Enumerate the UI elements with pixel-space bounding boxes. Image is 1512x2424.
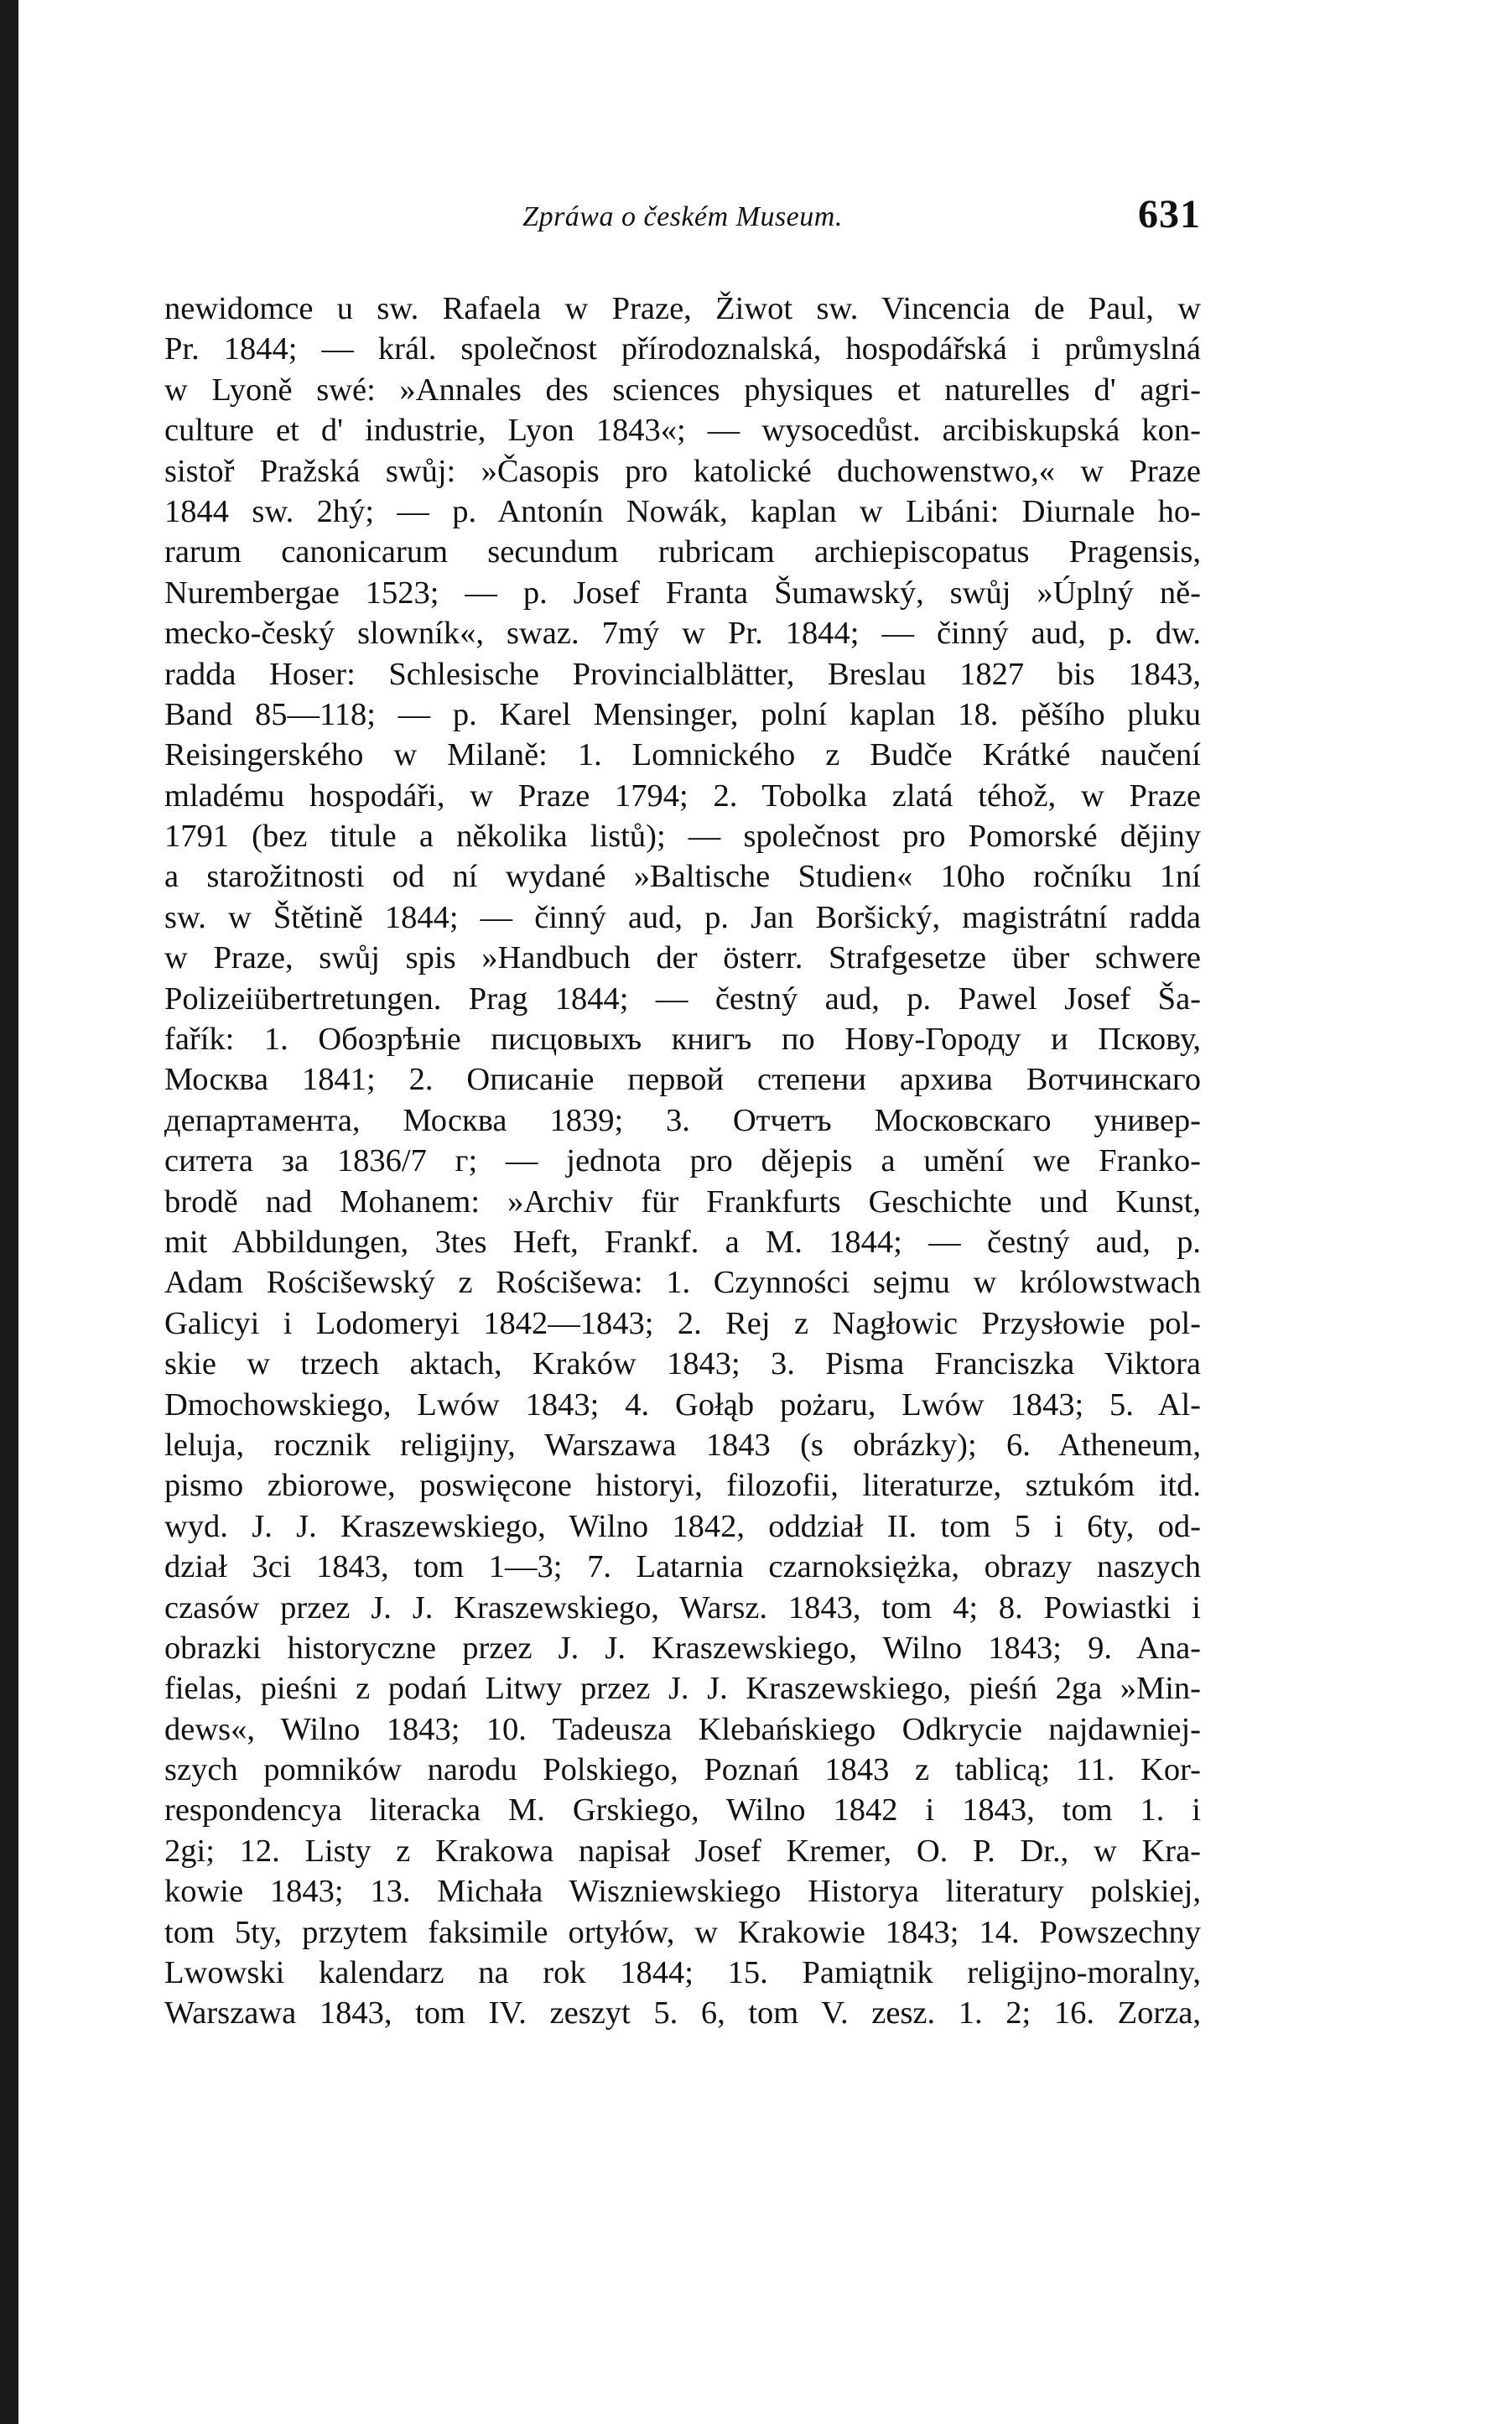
text-line: tom 5ty, przytem faksimile ortyłów, w Krakowie 1843; 14. Powszechny [164, 1914, 1201, 1950]
text-line: obrazki historyczne przez J. J. Kraszewskiego, Wilno 1843; 9. Ana- [164, 1630, 1201, 1666]
text-line: Galicyi i Lodomeryi 1842—1843; 2. Rej z Nagłowic Przysłowie pol- [164, 1305, 1201, 1341]
text-line: Dmochowskiego, Lwów 1843; 4. Gołąb pożaru, Lwów 1843; 5. Al- [164, 1386, 1201, 1423]
text-line: sw. w Štětině 1844; — činný aud, p. Jan Boršický, magistrátní radda [164, 899, 1201, 935]
body-text [164, 289, 1201, 2034]
text-line: czasów przez J. J. Kraszewskiego, Warsz. 1843, tom 4; 8. Powiastki i [164, 1589, 1201, 1626]
text-line: 1844 sw. 2hý; — p. Antonín Nowák, kaplan w Libáni: Diurnale ho- [164, 493, 1201, 529]
text-line: radda Hoser: Schlesische Provincialblätter, Breslau 1827 bis 1843, [164, 656, 1201, 692]
scan-top-margin [18, 0, 1512, 12]
text-line: a starožitnosti od ní wydané »Baltische Studien« 10ho ročníku 1ní [164, 859, 1201, 895]
text-line: fařík: 1. Обозрѣніе писцовыхъ книгъ по Нову-Городу и Пскову, [164, 1022, 1201, 1058]
running-head [164, 191, 1201, 250]
text-line: Nurembergae 1523; — p. Josef Franta Šumawský, swůj »Úplný ně- [164, 575, 1201, 611]
scan-page-edge [0, 0, 18, 2424]
document-page [164, 191, 1201, 2034]
text-line: Lwowski kalendarz na rok 1844; 15. Pamiątnik religijno-moralny, [164, 1955, 1201, 1991]
text-line: Band 85—118; — p. Karel Mensinger, polní kaplan 18. pěšího pluku [164, 696, 1201, 732]
text-line: 1791 (bez titule a několika listů); — společnost pro Pomorské dějiny [164, 819, 1201, 855]
text-line: mladému hospodáři, w Praze 1794; 2. Tobolka zlatá téhož, w Praze [164, 778, 1201, 814]
text-line: mecko-český slowník«, swaz. 7mý w Pr. 1844; — činný aud, p. dw. [164, 616, 1201, 652]
text-line: dews«, Wilno 1843; 10. Tadeusza Klebańskiego Odkrycie najdawniej- [164, 1711, 1201, 1747]
text-line: Adam Rościšewský z Rościšewa: 1. Czynności sejmu w królowstwach [164, 1265, 1201, 1301]
text-line: szych pomników narodu Polskiego, Poznań 1843 z tablicą; 11. Kor- [164, 1752, 1201, 1788]
text-line: департамента, Москва 1839; 3. Отчетъ Московскаго универ- [164, 1102, 1201, 1138]
text-line: leluja, rocznik religijny, Warszawa 1843 (s obrázky); 6. Atheneum, [164, 1427, 1201, 1463]
text-line: mit Abbildungen, 3tes Heft, Frankf. a M. 1844; — čestný aud, p. [164, 1224, 1201, 1260]
text-line: rarum canonicarum secundum rubricam archiepiscopatus Pragensis, [164, 534, 1201, 570]
running-title: Zpráwa o českém Museum. [522, 201, 843, 232]
text-line: newidomce u sw. Rafaela w Praze, Žiwot sw. Vincencia de Paul, w [164, 291, 1201, 326]
page-number: 631 [1138, 192, 1201, 237]
text-line: w Praze, swůj spis »Handbuch der österr. Strafgesetze über schwere [164, 940, 1201, 976]
text-line: Москва 1841; 2. Описаніе первой степени архива Вотчинскаго [164, 1062, 1201, 1098]
text-line: dział 3ci 1843, tom 1—3; 7. Latarnia czarnoksiężka, obrazy naszych [164, 1549, 1201, 1585]
text-line: sistoř Pražská swůj: »Časopis pro katolické duchowenstwo,« w Praze [164, 453, 1201, 489]
text-line: fielas, pieśni z podań Litwy przez J. J. Kraszewskiego, pieśń 2ga »Min- [164, 1671, 1201, 1707]
text-line: Polizeiübertretungen. Prag 1844; — čestný aud, p. Pawel Josef Ša- [164, 981, 1201, 1017]
text-line: brodě nad Mohanem: »Archiv für Frankfurts Geschichte und Kunst, [164, 1183, 1201, 1220]
text-line: skie w trzech aktach, Kraków 1843; 3. Pisma Franciszka Viktora [164, 1346, 1201, 1382]
text-line: ситета за 1836/7 г; — jednota pro dějepis a umění we Franko- [164, 1143, 1201, 1179]
text-line: Reisingerského w Milaně: 1. Lomnického z Budče Krátké naučení [164, 737, 1201, 773]
text-line: Warszawa 1843, tom IV. zeszyt 5. 6, tom V. zesz. 1. 2; 16. Zorza, [164, 1995, 1201, 2031]
text-line: w Lyoně swé: »Annales des sciences physiques et naturelles d' agri- [164, 372, 1201, 408]
text-line: wyd. J. J. Kraszewskiego, Wilno 1842, oddział II. tom 5 i 6ty, od- [164, 1508, 1201, 1544]
text-line: culture et d' industrie, Lyon 1843«; — wysocedůst. arcibiskupská kon- [164, 413, 1201, 449]
text-line: pismo zbiorowe, poswięcone historyi, filozofii, literaturze, sztukóm itd. [164, 1468, 1201, 1504]
text-line: 2gi; 12. Listy z Krakowa napisał Josef Kremer, O. P. Dr., w Kra- [164, 1833, 1201, 1869]
text-line: Pr. 1844; — král. společnost přírodoznalská, hospodářská i průmyslná [164, 331, 1201, 367]
text-line: respondencya literacka M. Grskiego, Wilno 1842 i 1843, tom 1. i [164, 1792, 1201, 1828]
text-line: kowie 1843; 13. Michała Wiszniewskiego Historya literatury polskiej, [164, 1874, 1201, 1910]
